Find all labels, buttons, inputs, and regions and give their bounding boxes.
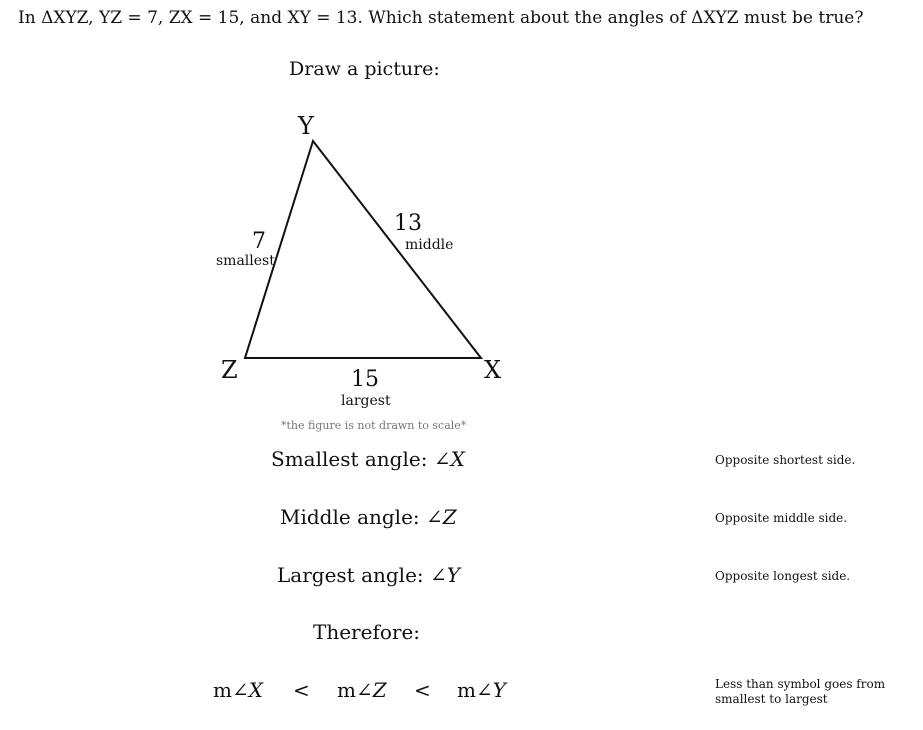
side-xy-rank: middle [405, 237, 454, 253]
smallest-angle-symbol: ∠X [433, 447, 465, 471]
largest-angle-row [277, 563, 460, 587]
inequality-op-1: < [293, 678, 310, 702]
smallest-angle-note: Opposite shortest side. [715, 453, 856, 467]
vertex-label-x: X [484, 356, 502, 384]
inequality-op-2: < [414, 678, 431, 702]
middle-angle-symbol: ∠Z [426, 505, 457, 529]
question-text: In ΔXYZ, YZ = 7, ZX = 15, and XY = 13. Which statement about the angles of ΔXYZ must be true? [18, 8, 864, 28]
largest-angle-symbol: ∠Y [430, 563, 460, 587]
side-xy-length: 13 [394, 211, 422, 236]
middle-angle-label: Middle angle: [280, 505, 420, 529]
draw-picture-heading: Draw a picture: [289, 58, 440, 80]
vertex-label-y: Y [298, 112, 314, 140]
middle-angle-row [280, 505, 457, 529]
inequality-term-x: m∠X [213, 678, 263, 702]
scale-note: *the figure is not drawn to scale* [281, 419, 467, 432]
side-zx-rank: largest [341, 393, 391, 409]
side-yz-length: 7 [252, 229, 266, 254]
inequality-term-x-angle: ∠X [231, 678, 263, 702]
therefore-heading: Therefore: [313, 620, 421, 644]
inequality-term-z-angle: ∠Z [355, 678, 387, 702]
inequality-term-y-angle: ∠Y [475, 678, 506, 702]
middle-angle-note: Opposite middle side. [715, 511, 848, 525]
largest-angle-label: Largest angle: [277, 563, 424, 587]
inequality-term-y: m∠Y [457, 678, 506, 702]
inequality-note: Less than symbol goes from smallest to largest [715, 677, 886, 706]
vertex-label-z: Z [221, 356, 238, 384]
side-zx-length: 15 [351, 367, 379, 392]
largest-angle-note: Opposite longest side. [715, 569, 851, 583]
smallest-angle-row [271, 447, 465, 471]
side-yz-rank: smallest [216, 253, 275, 269]
smallest-angle-label: Smallest angle: [271, 447, 428, 471]
inequality-term-z: m∠Z [337, 678, 387, 702]
